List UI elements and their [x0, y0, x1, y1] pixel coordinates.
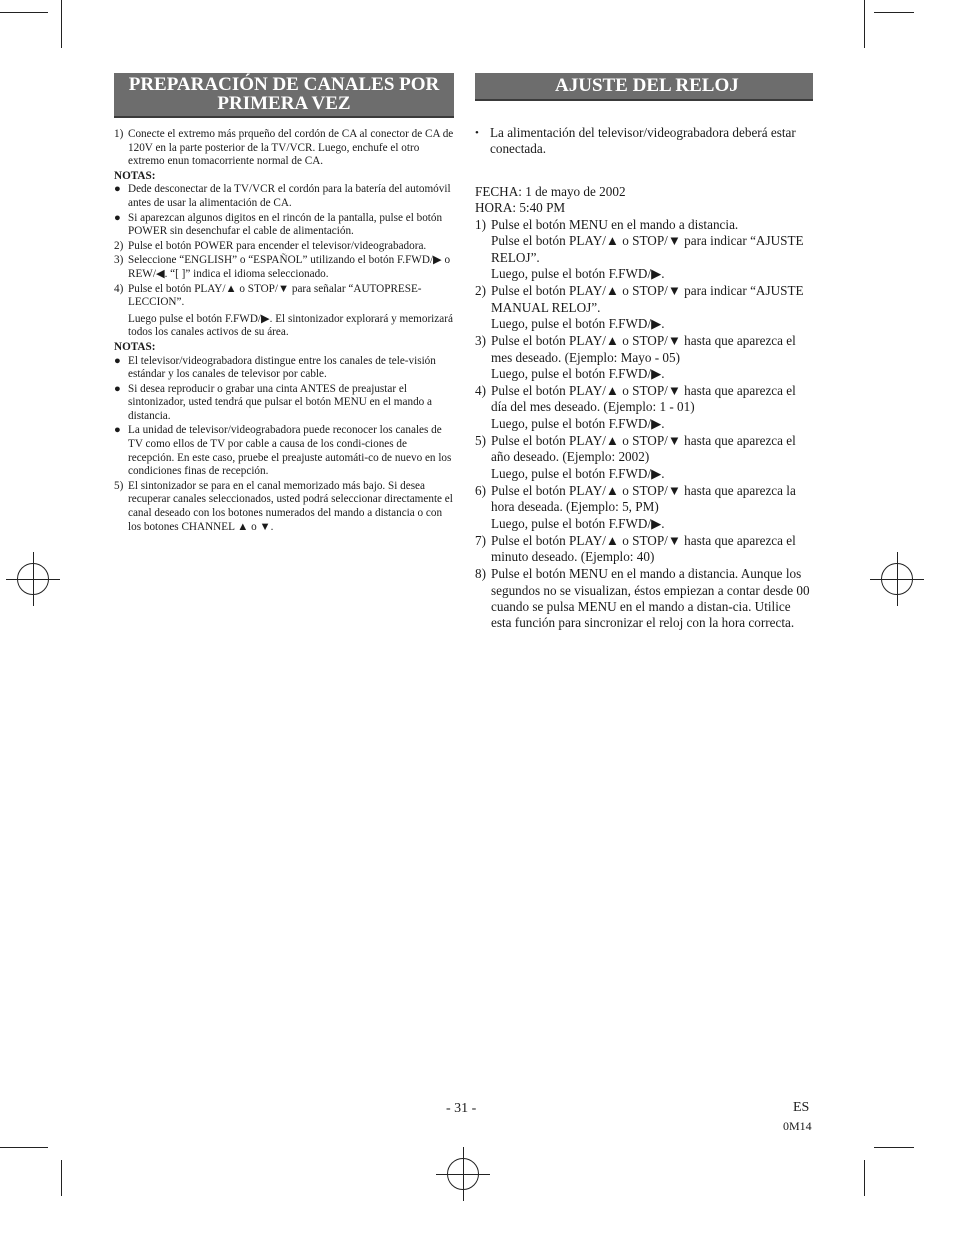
clock-step — [475, 383, 813, 416]
right-column — [475, 73, 813, 632]
language-code: ES — [793, 1100, 810, 1115]
step-number: 7) — [475, 532, 486, 548]
step-4 — [114, 283, 454, 340]
step-text: Pulse el botón PLAY/▲ o STOP/▼ para señalar “AUTOPRESE-LECCION”. — [128, 282, 422, 309]
section-title-clock-setup: AJUSTE DEL RELOJ — [475, 73, 813, 101]
registration-mark-icon — [447, 1158, 479, 1190]
clock-step — [475, 217, 813, 233]
crop-mark — [874, 1147, 914, 1148]
example-time: HORA: 5:40 PM — [475, 199, 566, 215]
step-subtext: Luego, pulse el botón F.FWD/▶. — [491, 515, 665, 531]
note-item — [114, 212, 454, 239]
step-3 — [114, 254, 454, 281]
step-2 — [114, 240, 454, 254]
bullet-icon: ● — [114, 354, 121, 367]
crop-mark — [61, 1160, 62, 1196]
crop-mark — [61, 0, 62, 48]
clock-step — [475, 283, 813, 316]
crop-mark — [0, 1147, 48, 1148]
step-subtext: Luego, pulse el botón F.FWD/▶. — [491, 315, 665, 331]
step-text: Pulse el botón POWER para encender el televisor/videograbadora. — [128, 239, 427, 252]
step-subtext: Luego, pulse el botón F.FWD/▶. — [491, 415, 665, 431]
crop-mark — [0, 12, 48, 13]
page-number: - 31 - — [446, 1101, 477, 1116]
clock-step — [475, 483, 813, 516]
step-number: 5) — [114, 479, 124, 492]
step-text: Pulse el botón PLAY/▲ o STOP/▼ para indicar “AJUSTE MANUAL RELOJ”. — [491, 283, 804, 315]
intro-text: La alimentación del televisor/videograbadora deberá estar conectada. — [490, 125, 796, 157]
bullet-icon: • — [475, 127, 479, 139]
clock-step — [475, 566, 813, 631]
clock-step — [475, 433, 813, 466]
note-item — [114, 383, 454, 424]
note-item — [114, 355, 454, 382]
step-subtext: Luego, pulse el botón F.FWD/▶. — [491, 465, 665, 481]
step-number: 2) — [475, 283, 486, 299]
step-number: 4) — [475, 383, 486, 399]
note-item — [114, 424, 454, 478]
note-text: Dede desconectar de la TV/VCR el cordón para la batería del automóvil antes de usar la alimentación de CA. — [128, 183, 451, 209]
note-item — [114, 183, 454, 210]
notes-heading: NOTAS: — [114, 169, 156, 182]
step-subtext: Luego, pulse el botón F.FWD/▶. — [491, 365, 665, 381]
step-subtext: Pulse el botón PLAY/▲ o STOP/▼ para indicar “AJUSTE RELOJ”. — [491, 233, 804, 265]
step-number: 4) — [114, 282, 124, 295]
registration-mark-icon — [881, 563, 913, 595]
step-text-continued: Luego pulse el botón F.FWD/▶. El sintonizador explorará y memorizará todos los canales activos de su área. — [128, 312, 453, 339]
step-number: 3) — [475, 333, 486, 349]
step-text: Pulse el botón MENU en el mando a distancia. — [491, 217, 739, 233]
step-text: Pulse el botón PLAY/▲ o STOP/▼ hasta que aparezca la hora deseada. (Ejemplo: 5, PM) — [491, 482, 796, 515]
step-number: 3) — [114, 254, 124, 267]
notes-heading: NOTAS: — [114, 340, 156, 353]
note-text: Si desea reproducir o grabar una cinta ANTES de preajustar el sintonizador, usted tendrá que pulsar el botón MENU en el mando a distancia. — [128, 382, 433, 422]
step-text: Seleccione “ENGLISH” o “ESPAÑOL” utilizando el botón F.FWD/▶ o REW/◀. “[ ]” indica el idioma seleccionado. — [128, 254, 451, 280]
step-number: 5) — [475, 433, 486, 449]
step-number: 1) — [114, 128, 124, 140]
document-code: 0M14 — [783, 1119, 812, 1133]
step-subtext: Luego, pulse el botón F.FWD/▶. — [491, 266, 665, 282]
step-number: 6) — [475, 482, 486, 498]
step-text: Pulse el botón PLAY/▲ o STOP/▼ hasta que aparezca el mes deseado. (Ejemplo: Mayo - 05) — [491, 333, 796, 365]
section-title-channel-setup: PREPARACIÓN DE CANALES POR PRIMERA VEZ — [114, 73, 454, 118]
step-5 — [114, 480, 454, 534]
crop-mark — [864, 1160, 865, 1196]
bullet-icon: ● — [114, 211, 121, 224]
note-text: Si aparezcan algunos digitos en el rincón de la pantalla, pulse el botón POWER sin desenchufar el cable de alimentación. — [128, 211, 443, 238]
step-text: Pulse el botón MENU en el mando a distancia. Aunque los segundos no se visualizan, éstos empiezan a contar desde 00 cuando se pulsa MENU en el mando a distan-cia. Utilice esta función para sincronizar el reloj con la hora correcta. — [491, 566, 810, 631]
example-date: FECHA: 1 de mayo de 2002 — [475, 183, 626, 199]
step-text: Pulse el botón PLAY/▲ o STOP/▼ hasta que aparezca el día del mes deseado. (Ejemplo: 1 - 01) — [491, 383, 796, 415]
step-text: El sintonizador se para en el canal memorizado más bajo. Si desea recuperar canales seleccionados, usted podrá seleccionar directamente el canal deseado con los botones numerados del mando a distancia o con los botones CHANNEL ▲ o ▼. — [128, 479, 453, 533]
step-number: 8) — [475, 566, 486, 582]
step-1 — [114, 128, 454, 169]
note-text: La unidad de televisor/videograbadora puede reconocer los canales de TV como ellos de TV por cable a causa de los condi-ciones de recepción. En este caso, pruebe el preajuste automáti-co de nuevo en los condiciones finas de recepción. — [128, 424, 452, 478]
registration-mark-icon — [17, 563, 49, 595]
bullet-icon: ● — [114, 382, 121, 395]
clock-step — [475, 333, 813, 366]
step-number: 2) — [114, 239, 124, 252]
note-text: El televisor/videograbadora distingue entre los canales de tele-visión estándar y los canales de televisor por cable. — [128, 354, 436, 381]
clock-step — [475, 533, 813, 566]
crop-mark — [864, 0, 865, 48]
left-column — [114, 73, 454, 534]
step-number: 1) — [475, 217, 486, 233]
intro-note — [475, 125, 813, 158]
bullet-icon: ● — [114, 183, 121, 196]
bullet-icon: ● — [114, 424, 121, 437]
step-text: Pulse el botón PLAY/▲ o STOP/▼ hasta que aparezca el minuto deseado. (Ejemplo: 40) — [491, 532, 796, 565]
step-text: Conecte el extremo más prqueño del cordón de CA al conector de CA de 120V en la parte posterior de la TV/VCR. Luego, enchufe el otro extremo enun tomacorriente normal de CA. — [128, 128, 454, 168]
crop-mark — [874, 12, 914, 13]
step-text: Pulse el botón PLAY/▲ o STOP/▼ hasta que aparezca el año deseado. (Ejemplo: 2002) — [491, 433, 796, 465]
